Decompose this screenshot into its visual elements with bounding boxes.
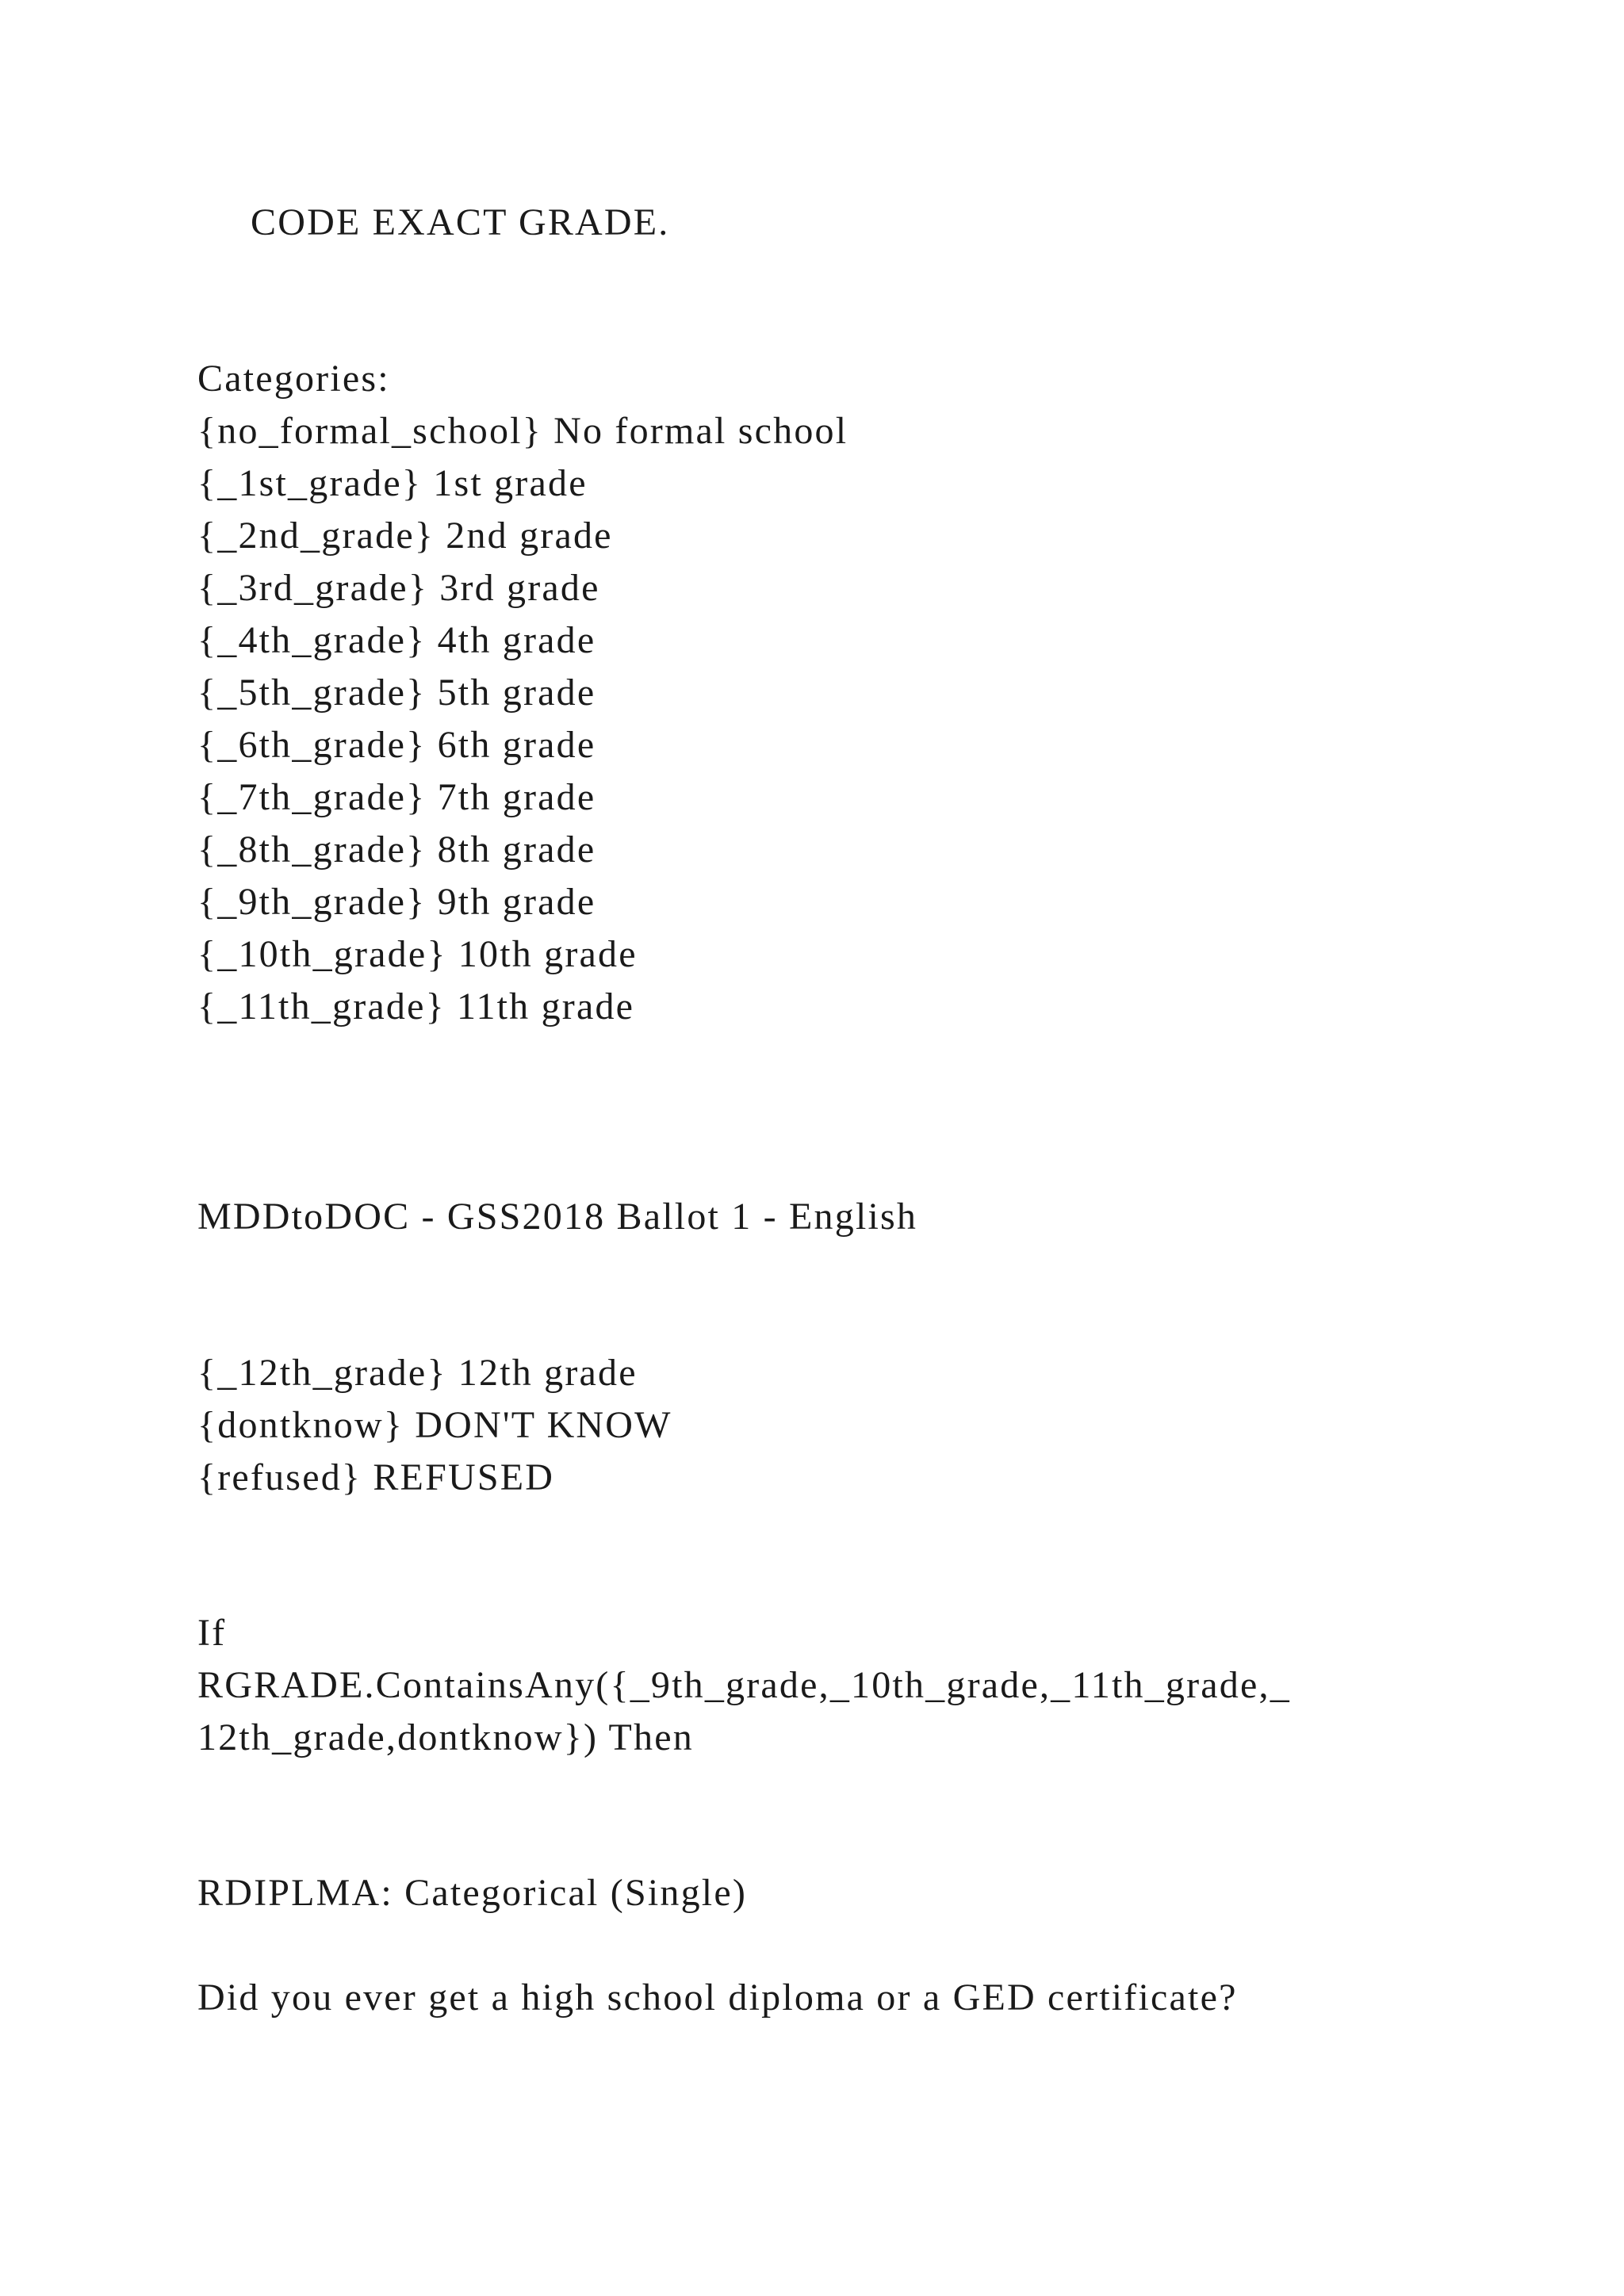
question-text: Did you ever get a high school diploma or a GED certificate?: [197, 1976, 1238, 2019]
categories-label: Categories:: [197, 358, 390, 400]
category-item: {_6th_grade} 6th grade: [197, 724, 596, 766]
instruction-text: CODE EXACT GRADE.: [251, 201, 670, 243]
variable-definition: RDIPLMA: Categorical (Single): [197, 1872, 748, 1914]
category-item: {_5th_grade} 5th grade: [197, 672, 596, 714]
category-item: {_2nd_grade} 2nd grade: [197, 515, 613, 557]
category-item: {refused} REFUSED: [197, 1456, 555, 1498]
condition-line: 12th_grade,dontknow}) Then: [197, 1716, 694, 1758]
category-item: {_12th_grade} 12th grade: [197, 1352, 638, 1394]
category-item: {_8th_grade} 8th grade: [197, 828, 596, 871]
category-item: {_10th_grade} 10th grade: [197, 933, 638, 975]
category-item: {_9th_grade} 9th grade: [197, 881, 596, 923]
category-item: {_7th_grade} 7th grade: [197, 776, 596, 818]
category-item: {_4th_grade} 4th grade: [197, 619, 596, 661]
category-item: {_1st_grade} 1st grade: [197, 462, 588, 504]
category-item: {no_formal_school} No formal school: [197, 410, 848, 452]
category-item: {_11th_grade} 11th grade: [197, 985, 635, 1027]
condition-line: RGRADE.ContainsAny({_9th_grade,_10th_grade,_11th_grade,_: [197, 1664, 1291, 1706]
page-header-text: MDDtoDOC - GSS2018 Ballot 1 - English: [197, 1196, 918, 1238]
condition-line: If: [197, 1612, 227, 1654]
category-item: {dontknow} DON'T KNOW: [197, 1404, 672, 1446]
category-item: {_3rd_grade} 3rd grade: [197, 567, 600, 609]
